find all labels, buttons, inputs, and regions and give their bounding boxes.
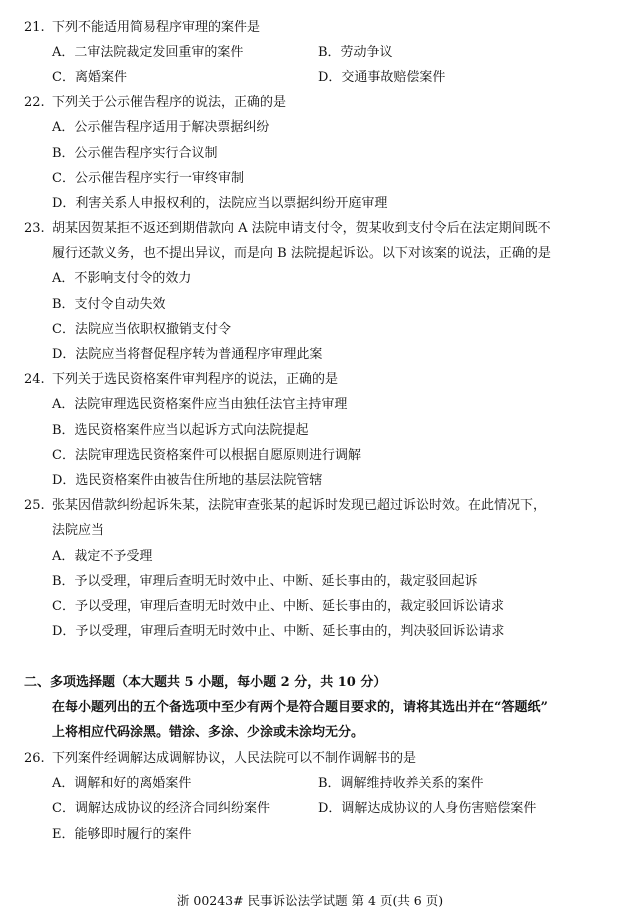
q25-number: 25.	[24, 498, 45, 513]
q21-option-c: C．离婚案件	[52, 70, 127, 85]
page-footer: 浙 00243# 民事诉讼法学试题 第 4 页(共 6 页)	[176, 893, 444, 908]
q22-number: 22.	[24, 95, 45, 110]
q23-option-b: B．支付令自动失效	[52, 297, 166, 312]
q22-stem: 下列关于公示催告程序的说法，正确的是	[52, 95, 287, 110]
q21-stem: 下列不能适用简易程序审理的案件是	[52, 20, 261, 35]
q26-option-d: D．调解达成协议的人身伤害赔偿案件	[318, 801, 537, 816]
q23-option-c: C．法院应当依职权撤销支付令	[52, 322, 231, 337]
q26-stem: 下列案件经调解达成调解协议，人民法院可以不制作调解书的是	[52, 751, 417, 766]
q24-stem: 下列关于选民资格案件审判程序的说法，正确的是	[52, 372, 339, 387]
q21-option-b: B．劳动争议	[318, 45, 393, 60]
q25-stem-line2: 法院应当	[52, 523, 105, 538]
q23-stem-line2: 履行还款义务，也不提出异议，而是向 B 法院提起诉讼。以下对该案的说法，正确的是	[52, 246, 551, 261]
section-2-title: 二、多项选择题（本大题共 5 小题，每小题 2 分，共 10 分）	[24, 675, 387, 690]
q24-option-c: C．法院审理选民资格案件可以根据自愿原则进行调解	[52, 448, 361, 463]
q25-option-c: C．予以受理，审理后查明无时效中止、中断、延长事由的，裁定驳回诉讼请求	[52, 599, 504, 614]
q24-option-d: D．选民资格案件由被告住所地的基层法院管辖	[52, 473, 323, 488]
q26-option-e: E．能够即时履行的案件	[52, 827, 192, 842]
q25-option-b: B．予以受理，审理后查明无时效中止、中断、延长事由的，裁定驳回起诉	[52, 574, 478, 589]
section-2-instructions-line1: 在每小题列出的五个备选项中至少有两个是符合题目要求的，请将其选出并在“答题纸”	[52, 700, 548, 715]
q24-option-a: A．法院审理选民资格案件应当由独任法官主持审理	[52, 397, 348, 412]
q21-number: 21.	[24, 20, 45, 35]
q21-option-d: D．交通事故赔偿案件	[318, 70, 446, 85]
q25-option-d: D．予以受理，审理后查明无时效中止、中断、延长事由的，判决驳回诉讼请求	[52, 624, 505, 639]
q23-number: 23.	[24, 221, 45, 236]
q26-option-c: C．调解达成协议的经济合同纠纷案件	[52, 801, 270, 816]
q23-option-a: A．不影响支付令的效力	[52, 271, 192, 286]
q25-stem-line1: 张某因借款纠纷起诉朱某，法院审查张某的起诉时发现已超过诉讼时效。在此情况下，	[52, 498, 547, 513]
q22-option-b: B．公示催告程序实行合议制	[52, 146, 218, 161]
q26-option-b: B．调解维持收养关系的案件	[318, 776, 484, 791]
q24-option-b: B．选民资格案件应当以起诉方式向法院提起	[52, 423, 309, 438]
section-2-instructions-line2: 上将相应代码涂黑。错涂、多涂、少涂或未涂均无分。	[52, 725, 365, 740]
q21-option-a: A．二审法院裁定发回重审的案件	[52, 45, 244, 60]
q26-number: 26.	[24, 751, 45, 766]
q22-option-a: A．公示催告程序适用于解决票据纠纷	[52, 120, 270, 135]
q23-stem-line1: 胡某因贺某拒不返还到期借款向 A 法院申请支付令，贺某收到支付令后在法定期间既不	[52, 221, 551, 236]
q26-option-a: A．调解和好的离婚案件	[52, 776, 192, 791]
q25-option-a: A．裁定不予受理	[52, 549, 153, 564]
q23-option-d: D．法院应当将督促程序转为普通程序审理此案	[52, 347, 323, 362]
q22-option-c: C．公示催告程序实行一审终审制	[52, 171, 244, 186]
q24-number: 24.	[24, 372, 45, 387]
q22-option-d: D．利害关系人申报权利的，法院应当以票据纠纷开庭审理	[52, 196, 388, 211]
